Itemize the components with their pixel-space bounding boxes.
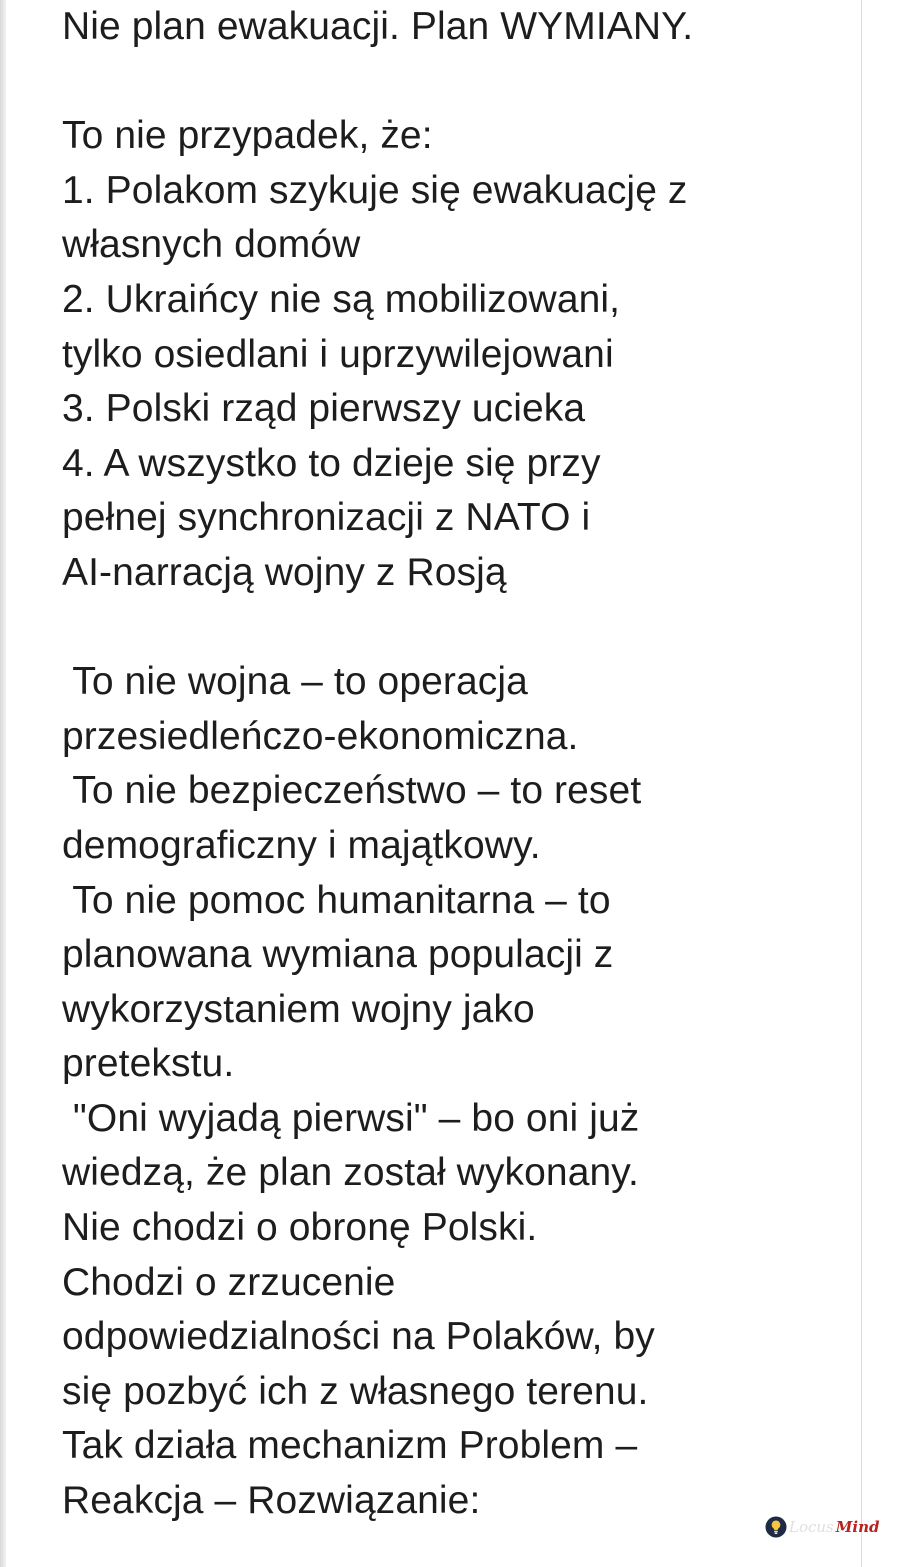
post-line: przesiedleńczo-ekonomiczna. xyxy=(62,714,579,758)
post-line: AI-narracją wojny z Rosją xyxy=(62,550,507,594)
post-line: 3. Polski rząd pierwszy ucieka xyxy=(62,387,586,431)
post-text xyxy=(62,0,862,1529)
post-line: odpowiedzialności na Polaków, by xyxy=(62,1315,655,1359)
watermark-locus: Locus xyxy=(789,1518,834,1536)
post-line: To nie pomoc humanitarna – to xyxy=(62,878,611,922)
post-line: To nie przypadek, że: xyxy=(62,114,433,158)
post-line: pretekstu. xyxy=(62,1042,235,1086)
post-line: planowana wymiana populacji z xyxy=(62,933,614,977)
post-line: Chodzi o zrzucenie xyxy=(62,1260,396,1304)
watermark-mind: Mind xyxy=(835,1518,880,1536)
post-line: "Oni wyjadą pierwsi" – bo oni już xyxy=(62,1096,640,1140)
post-line: demograficzny i majątkowy. xyxy=(62,823,541,867)
post-line: Nie plan ewakuacji. Plan WYMIANY. xyxy=(62,5,694,48)
left-card-edge xyxy=(0,0,6,1567)
post-line xyxy=(62,55,862,110)
lightbulb-icon xyxy=(765,1516,787,1538)
post-line: wykorzystaniem wojny jako xyxy=(62,987,535,1031)
post-line: 2. Ukraińcy nie są mobilizowani, xyxy=(62,277,621,321)
post-line: To nie wojna – to operacja xyxy=(62,660,528,704)
post-line: To nie bezpieczeństwo – to reset xyxy=(62,769,642,813)
post-line: tylko osiedlani i uprzywilejowani xyxy=(62,332,614,376)
post-line: Nie chodzi o obronę Polski. xyxy=(62,1206,538,1250)
post-line: wiedzą, że plan został wykonany. xyxy=(62,1151,639,1195)
watermark xyxy=(765,1514,879,1540)
post-line: własnych domów xyxy=(62,223,361,267)
post-line: się pozbyć ich z własnego terenu. xyxy=(62,1369,649,1413)
post-line: pełnej synchronizacji z NATO i xyxy=(62,496,591,540)
post-line: 4. A wszystko to dzieje się przy xyxy=(62,441,601,485)
post-line xyxy=(62,601,862,656)
post-line: Tak działa mechanizm Problem – xyxy=(62,1424,638,1468)
post-line: Reakcja – Rozwiązanie: xyxy=(62,1479,481,1523)
post-line: 1. Polakom szykuje się ewakuację z xyxy=(62,168,688,212)
